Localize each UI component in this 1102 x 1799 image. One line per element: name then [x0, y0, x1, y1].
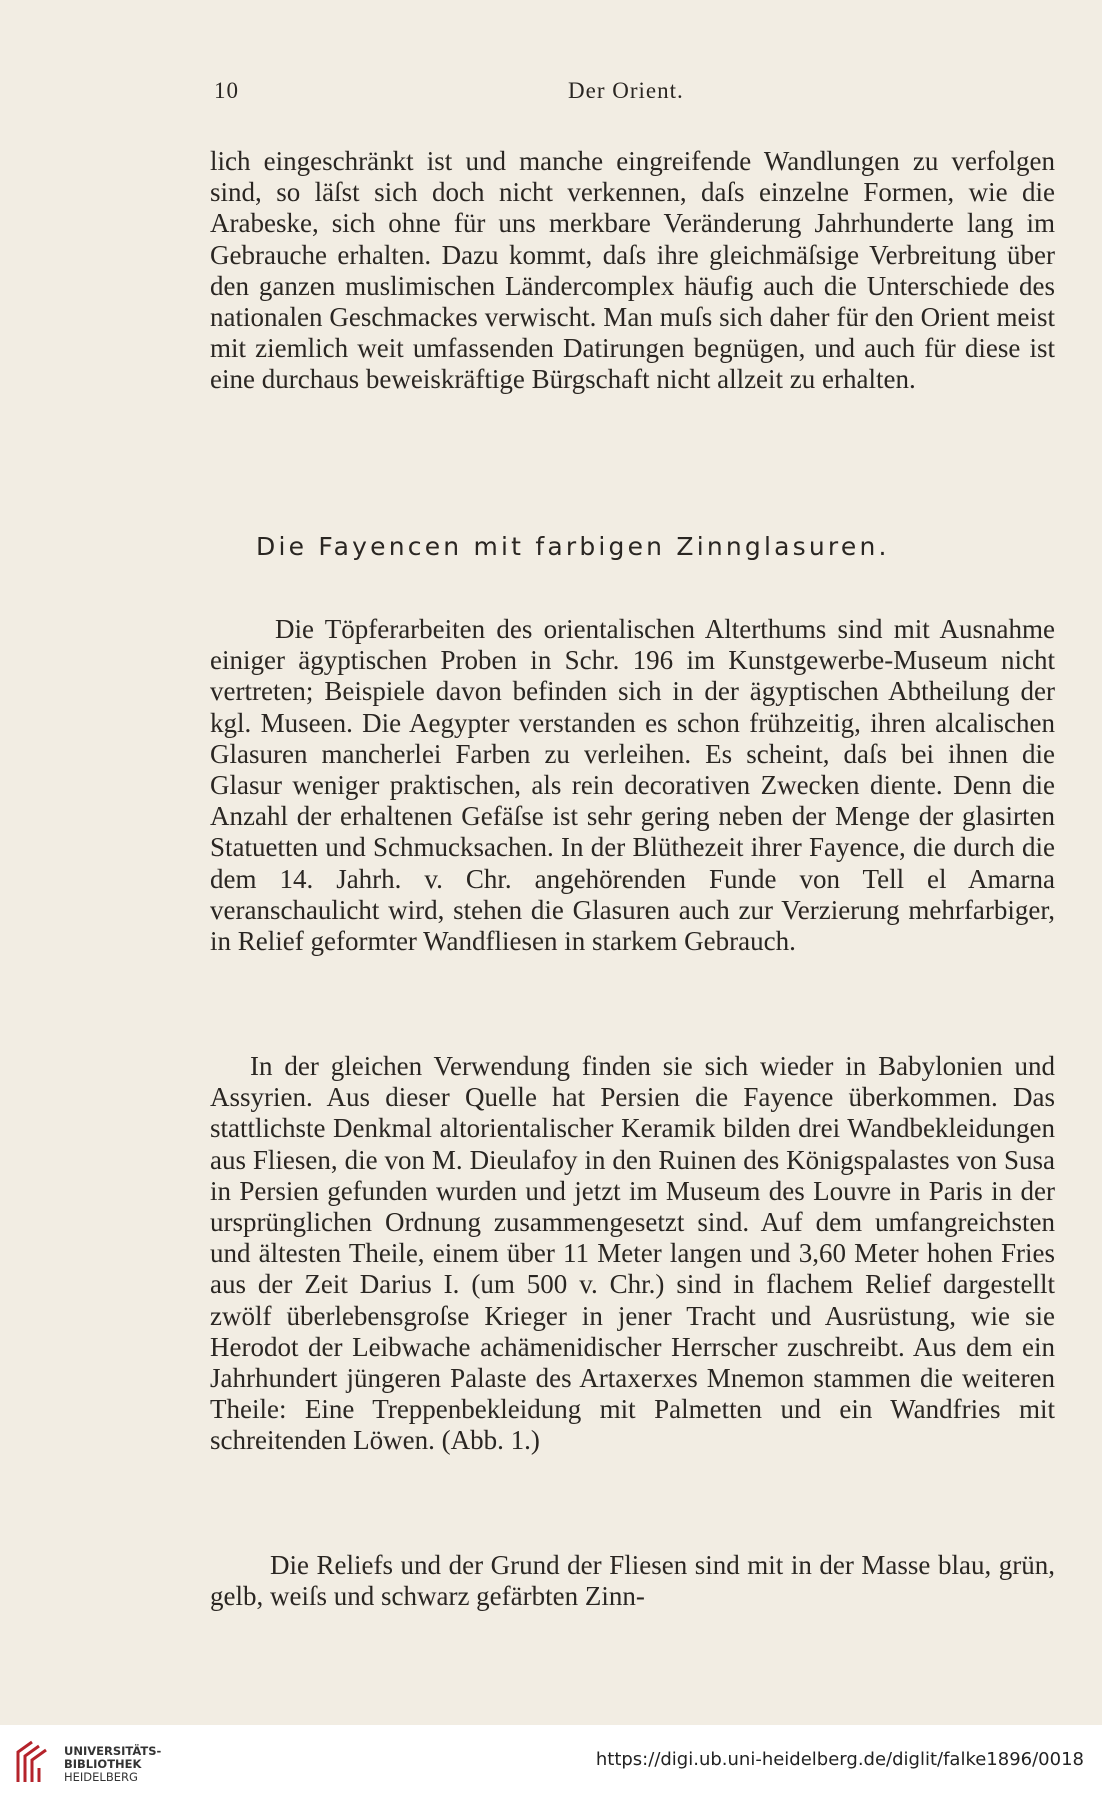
paragraph-egypt: Die Töpferarbeiten des orientalischen Alterthums sind mit Ausnahme einiger ägyptischen Proben in Schr. 196 im Kunstgewerbe-Museum nicht vertreten; Beispiele davon befinden sich in der ägyptischen Abtheilung der kgl. Museen. Die Aegypter verstanden es schon frühzeitig, ihren alcalischen Glasuren mancherlei Farben zu verleihen. Es scheint, daſs bei ihnen die Glasur weniger praktischen, als rein decorativen Zwecken diente. Denn die Anzahl der erhaltenen Gefäſse ist sehr gering neben der Menge der glasirten Statuetten und Schmucksachen. In der Blüthezeit ihrer Fayence, die durch die dem 14. Jahrh. v. Chr. angehörenden Funde von Tell el Amarna veranschaulicht wird, stehen die Glasuren auch zur Verzierung mehrfarbiger, in Relief geformter Wandfliesen in starkem Gebrauch.: [210, 614, 1055, 957]
library-name: [64, 1745, 161, 1784]
library-name-line: HEIDELBERG: [64, 1770, 138, 1784]
library-logo-icon: [12, 1738, 52, 1784]
library-name-line: UNIVERSITÄTS-: [64, 1744, 162, 1758]
running-title: Der Orient.: [568, 78, 684, 103]
library-name-line: BIBLIOTHEK: [64, 1757, 142, 1771]
permalink-url[interactable]: https://digi.ub.uni-heidelberg.de/diglit/falke1896/0018: [595, 1749, 1084, 1770]
page-number: 10: [214, 78, 239, 103]
section-heading: Die Fayencen mit farbigen Zinnglasuren.: [256, 532, 890, 561]
paragraph-susa: In der gleichen Verwendung finden sie sich wieder in Babylonien und Assyrien. Aus dieser Quelle hat Persien die Fayence überkommen. Das stattlichste Denkmal altorientalischer Keramik bilden drei Wandbekleidungen aus Fliesen, die von M. Dieulafoy in den Ruinen des Königspalastes von Susa in Persien gefunden wurden und jetzt im Museum des Louvre in Paris in der ursprünglichen Ordnung zusammengesetzt sind. Auf dem umfangreichsten und ältesten Theile, einem über 11 Meter langen und 3,60 Meter hohen Fries aus der Zeit Darius I. (um 500 v. Chr.) sind in flachem Relief dargestellt zwölf überlebensgroſse Krieger in jener Tracht und Ausrüstung, wie sie Herodot der Leibwache achämenidischer Herrscher zuschreibt. Aus dem ein Jahrhundert jüngeren Palaste des Artaxerxes Mnemon stammen die weiteren Theile: Eine Treppenbekleidung mit Palmetten und ein Wandfries mit schreitenden Löwen. (Abb. 1.): [210, 1051, 1055, 1456]
paragraph-continued: lich eingeschränkt ist und manche eingreifende Wandlungen zu verfolgen sind, so läſst sich doch nicht verkennen, daſs einzelne Formen, wie die Arabeske, sich ohne für uns merkbare Veränderung Jahrhunderte lang im Gebrauche erhalten. Dazu kommt, daſs ihre gleichmäſsige Verbreitung über den ganzen muslimischen Ländercomplex häufig auch die Unterschiede des nationalen Geschmackes verwischt. Man muſs sich daher für den Orient meist mit ziemlich weit umfassenden Datirungen begnügen, und auch für diese ist eine durchaus beweiskräftige Bürgschaft nicht allzeit zu erhalten.: [210, 146, 1055, 395]
footer-bar: [0, 1725, 1102, 1799]
paragraph-reliefs: Die Reliefs und der Grund der Fliesen sind mit in der Masse blau, grün, gelb, weiſs und schwarz gefärbten Zinn-: [210, 1550, 1055, 1612]
page-header: [214, 78, 1049, 112]
